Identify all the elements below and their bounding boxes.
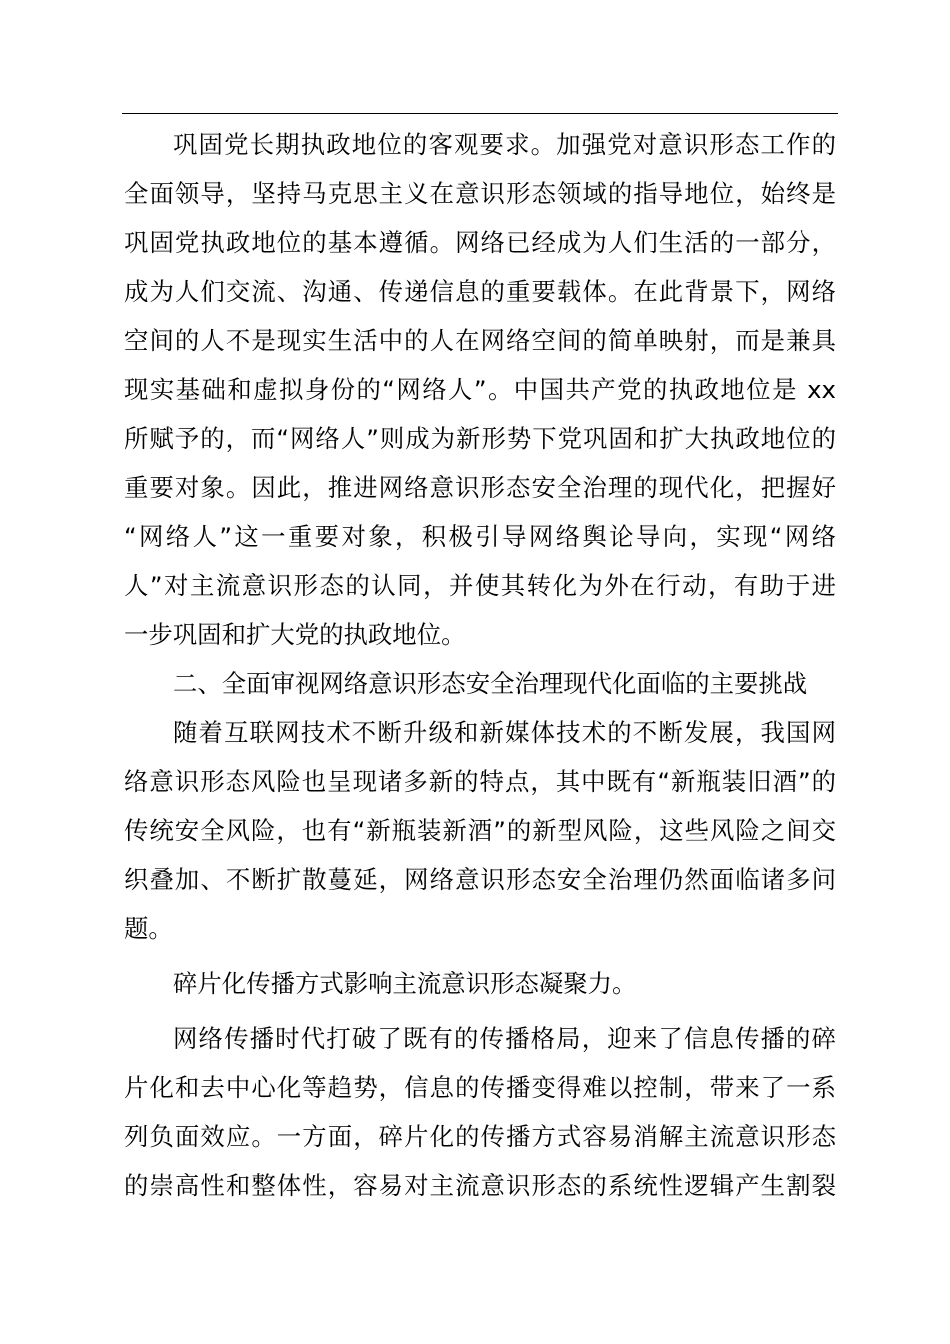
paragraph: [124, 708, 836, 953]
text-line: 巩固党长期执政地位的客观要求。加强党对意识形态工作的: [173, 130, 836, 159]
text-line: 一步巩固和扩大党的执政地位。: [124, 620, 466, 649]
text-line: 片化和去中心化等趋势，信息的传播变得难以控制，带来了一系: [124, 1073, 836, 1102]
section-heading: [124, 659, 836, 708]
text-line: 网络传播时代打破了既有的传播格局，迎来了信息传播的碎: [173, 1024, 836, 1053]
section-heading-text: 二、全面审视网络意识形态安全治理现代化面临的主要挑战: [173, 669, 808, 698]
text-line: 现实基础和虚拟身份的“网络人”。中国共产党的执政地位是 xx: [124, 375, 836, 404]
text-line: 传统安全风险，也有“新瓶装新酒”的新型风险，这些风险之间交: [124, 816, 836, 845]
text-line: 的崇高性和整体性，容易对主流意识形态的系统性逻辑产生割裂: [124, 1171, 836, 1200]
text-line: 重要对象。因此，推进网络意识形态安全治理的现代化，把握好: [124, 473, 836, 502]
text-line: 织叠加、不断扩散蔓延，网络意识形态安全治理仍然面临诸多问: [124, 865, 836, 894]
text-line: 人”对主流意识形态的认同，并使其转化为外在行动，有助于进: [124, 571, 836, 600]
body-text: [124, 120, 836, 1210]
text-line: 题。: [124, 914, 173, 943]
text-line: 列负面效应。一方面，碎片化的传播方式容易消解主流意识形态: [124, 1122, 836, 1151]
subheading-text: 碎片化传播方式影响主流意识形态凝聚力。: [173, 969, 637, 998]
header-rule: [122, 113, 838, 114]
paragraph: [124, 120, 836, 659]
text-line: 全面领导，坚持马克思主义在意识形态领域的指导地位，始终是: [124, 179, 836, 208]
text-line: 成为人们交流、沟通、传递信息的重要载体。在此背景下，网络: [124, 277, 836, 306]
text-line: 络意识形态风险也呈现诸多新的特点，其中既有“新瓶装旧酒”的: [124, 767, 836, 796]
text-line: 巩固党执政地位的基本遵循。网络已经成为人们生活的一部分，: [124, 228, 836, 257]
paragraph: [124, 1014, 836, 1210]
text-line: 所赋予的，而“网络人”则成为新形势下党巩固和扩大执政地位的: [124, 424, 836, 453]
subheading: [124, 959, 836, 1008]
text-line: “网络人”这一重要对象，积极引导网络舆论导向，实现“网络: [124, 522, 836, 551]
text-line: 空间的人不是现实生活中的人在网络空间的简单映射，而是兼具: [124, 326, 836, 355]
text-line: 随着互联网技术不断升级和新媒体技术的不断发展，我国网: [173, 718, 836, 747]
